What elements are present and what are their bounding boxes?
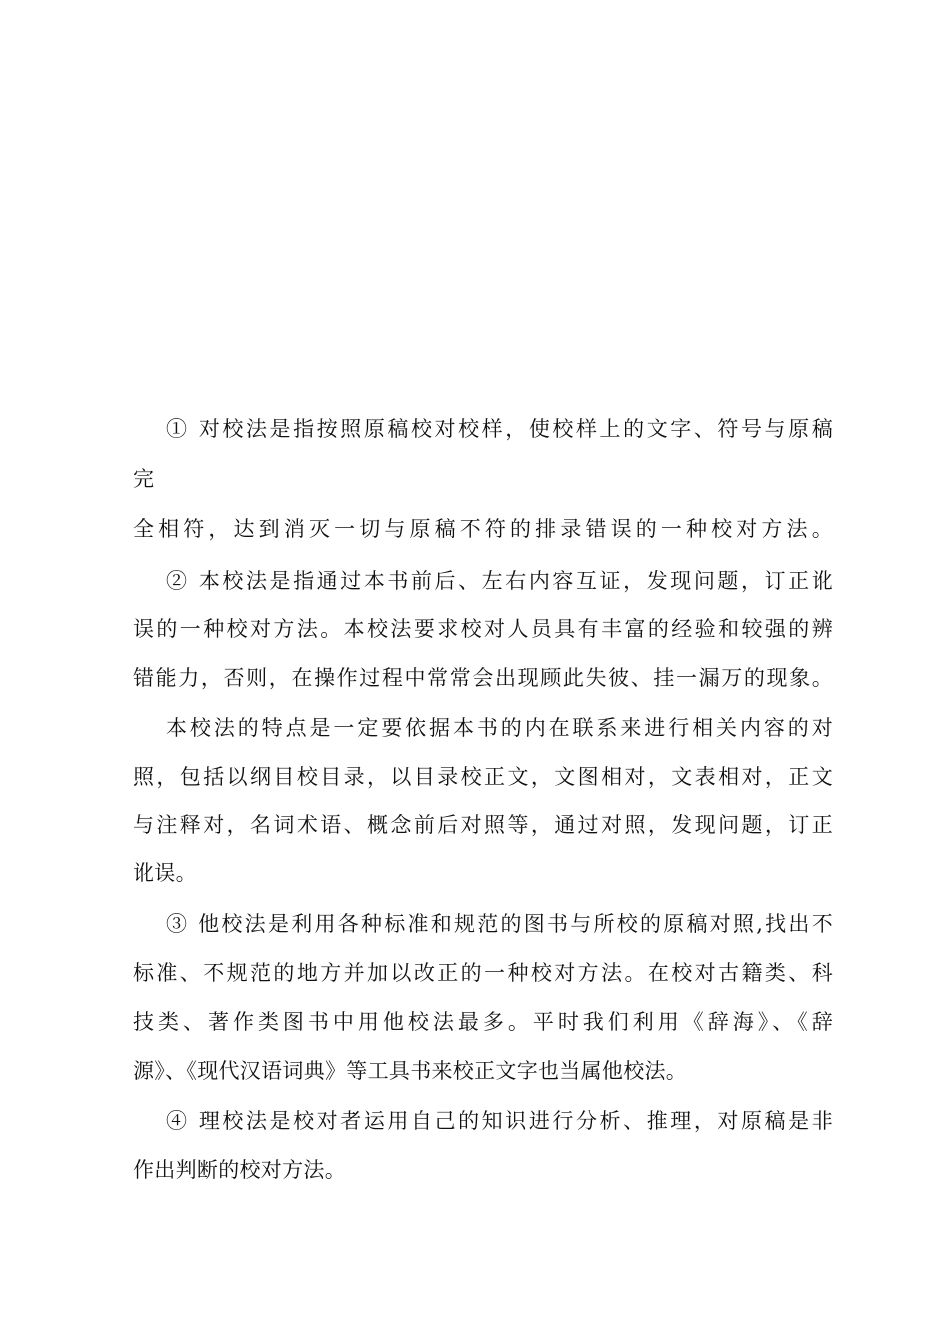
paragraph-4-line-2: 标准、不规范的地方并加以改正的一种校对方法。在校对古籍类、科 [133,961,833,985]
paragraph-1-line-1: ① 对校法是指按照原稿校对校样，使校样上的文字、符号与原稿 [166,417,833,441]
paragraph-3-line-4: 讹误。 [133,861,197,885]
paragraph-2-line-3: 错能力，否则，在操作过程中常常会出现顾此失彼、挂一漏万的现象。 [133,666,833,690]
paragraph-1-line-3: 全相符，达到消灭一切与原稿不符的排录错误的一种校对方法。 [133,517,833,541]
paragraph-5-line-1: ④ 理校法是校对者运用自己的知识进行分析、推理，对原稿是非 [166,1109,833,1133]
paragraph-2-line-1: ② 本校法是指通过本书前后、左右内容互证，发现问题，订正讹 [166,569,833,593]
paragraph-5-line-2: 作出判断的校对方法。 [133,1158,346,1182]
paragraph-2-line-2: 误的一种校对方法。本校法要求校对人员具有丰富的经验和较强的辨 [133,617,833,641]
paragraph-4-line-4: 源》、《现代汉语词典》等工具书来校正文字也当属他校法。 [133,1059,688,1083]
paragraph-3-line-1: 本校法的特点是一定要依据本书的内在联系来进行相关内容的对 [166,716,833,740]
paragraph-3-line-3: 与注释对，名词术语、概念前后对照等，通过对照，发现问题，订正 [133,813,833,837]
paragraph-4-line-3: 技类、著作类图书中用他校法最多。平时我们利用《辞海》、《辞 [133,1010,833,1034]
paragraph-1-line-2: 完 [133,467,155,491]
paragraph-4-line-1: ③ 他校法是利用各种标准和规范的图书与所校的原稿对照,找出不 [166,912,833,936]
paragraph-3-line-2: 照，包括以纲目校目录，以目录校正文，文图相对，文表相对，正文 [133,765,833,789]
